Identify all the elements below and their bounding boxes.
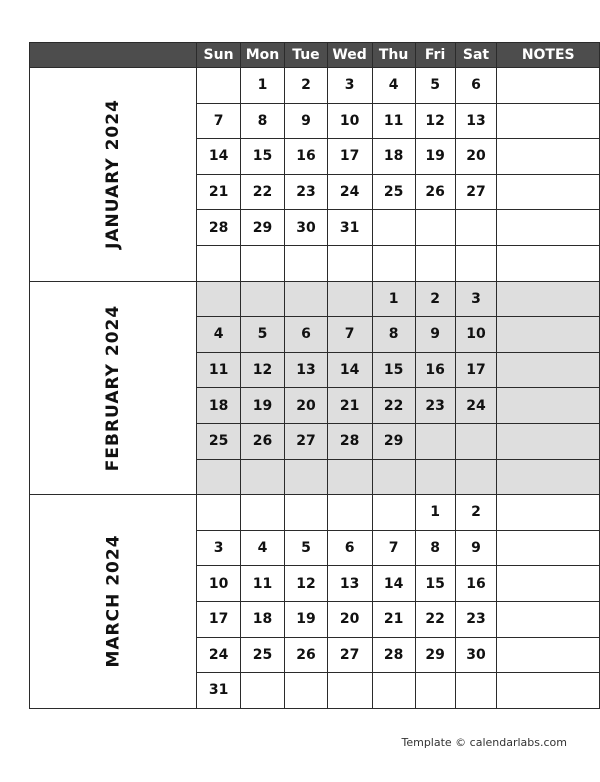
- day-cell: 27: [327, 637, 372, 673]
- day-cell: 19: [240, 388, 285, 424]
- notes-cell: [497, 673, 600, 709]
- day-cell: 9: [415, 317, 455, 353]
- day-cell: 14: [197, 139, 240, 175]
- day-cell: 26: [240, 423, 285, 459]
- day-cell: 4: [372, 68, 415, 104]
- day-cell: 29: [372, 423, 415, 459]
- day-cell: [285, 281, 327, 317]
- day-cell: 8: [240, 103, 285, 139]
- day-cell: 28: [197, 210, 240, 246]
- day-cell: 7: [372, 530, 415, 566]
- month-label-cell: [30, 68, 197, 282]
- day-cell: 29: [415, 637, 455, 673]
- day-cell: [327, 281, 372, 317]
- day-cell: 21: [372, 601, 415, 637]
- weekday-header-thu: Thu: [372, 43, 415, 68]
- day-cell: 21: [197, 174, 240, 210]
- day-cell: 2: [415, 281, 455, 317]
- day-cell: 9: [455, 530, 497, 566]
- weekday-header-tue: Tue: [285, 43, 327, 68]
- weekday-header-wed: Wed: [327, 43, 372, 68]
- notes-cell: [497, 459, 600, 495]
- day-cell: 5: [285, 530, 327, 566]
- day-cell: 4: [197, 317, 240, 353]
- day-cell: 28: [372, 637, 415, 673]
- day-cell: 15: [415, 566, 455, 602]
- day-cell: 12: [415, 103, 455, 139]
- notes-cell: [497, 601, 600, 637]
- notes-cell: [497, 317, 600, 353]
- weekday-header-row: [30, 43, 600, 68]
- notes-cell: [497, 637, 600, 673]
- day-cell: 3: [197, 530, 240, 566]
- day-cell: [455, 210, 497, 246]
- weekday-header-sun: Sun: [197, 43, 240, 68]
- day-cell: 13: [285, 352, 327, 388]
- day-cell: [197, 495, 240, 531]
- day-cell: 29: [240, 210, 285, 246]
- day-cell: 26: [285, 637, 327, 673]
- day-cell: 14: [372, 566, 415, 602]
- month-label: FEBRUARY 2024: [103, 304, 124, 472]
- day-cell: 3: [327, 68, 372, 104]
- day-cell: [415, 673, 455, 709]
- day-cell: 23: [455, 601, 497, 637]
- day-cell: [197, 281, 240, 317]
- day-cell: 27: [455, 174, 497, 210]
- day-cell: [197, 68, 240, 104]
- day-cell: [372, 245, 415, 281]
- day-cell: 6: [455, 68, 497, 104]
- day-cell: [415, 459, 455, 495]
- day-cell: [240, 459, 285, 495]
- header-corner: [30, 43, 197, 68]
- calendar-body: [30, 68, 600, 709]
- day-cell: 30: [455, 637, 497, 673]
- day-cell: 7: [197, 103, 240, 139]
- day-cell: [455, 245, 497, 281]
- notes-cell: [497, 423, 600, 459]
- notes-cell: [497, 388, 600, 424]
- notes-cell: [497, 174, 600, 210]
- notes-header: NOTES: [497, 43, 600, 68]
- notes-cell: [497, 210, 600, 246]
- day-cell: 6: [285, 317, 327, 353]
- day-cell: 16: [415, 352, 455, 388]
- day-cell: 22: [240, 174, 285, 210]
- day-cell: 24: [197, 637, 240, 673]
- day-cell: 5: [415, 68, 455, 104]
- day-cell: [327, 245, 372, 281]
- day-cell: [197, 245, 240, 281]
- notes-cell: [497, 352, 600, 388]
- day-cell: 30: [285, 210, 327, 246]
- day-cell: [240, 281, 285, 317]
- day-cell: 10: [197, 566, 240, 602]
- day-cell: 14: [327, 352, 372, 388]
- day-cell: 25: [240, 637, 285, 673]
- day-cell: 7: [327, 317, 372, 353]
- day-cell: 4: [240, 530, 285, 566]
- day-cell: 16: [285, 139, 327, 175]
- day-cell: [285, 245, 327, 281]
- day-cell: [197, 459, 240, 495]
- month-label-cell: [30, 281, 197, 495]
- day-cell: [372, 210, 415, 246]
- day-cell: 22: [372, 388, 415, 424]
- day-cell: 26: [415, 174, 455, 210]
- day-cell: 1: [372, 281, 415, 317]
- day-cell: [327, 459, 372, 495]
- day-cell: 23: [415, 388, 455, 424]
- day-cell: 16: [455, 566, 497, 602]
- day-cell: [285, 459, 327, 495]
- day-cell: [455, 423, 497, 459]
- day-cell: 8: [415, 530, 455, 566]
- day-cell: 9: [285, 103, 327, 139]
- day-cell: 31: [327, 210, 372, 246]
- day-cell: 22: [415, 601, 455, 637]
- day-cell: 13: [455, 103, 497, 139]
- notes-cell: [497, 103, 600, 139]
- day-cell: [327, 495, 372, 531]
- notes-cell: [497, 530, 600, 566]
- day-cell: 19: [415, 139, 455, 175]
- month-label: MARCH 2024: [103, 534, 124, 668]
- day-cell: 1: [240, 68, 285, 104]
- day-cell: 15: [372, 352, 415, 388]
- day-cell: 11: [240, 566, 285, 602]
- day-cell: 12: [285, 566, 327, 602]
- day-cell: 20: [455, 139, 497, 175]
- day-cell: 18: [372, 139, 415, 175]
- notes-cell: [497, 281, 600, 317]
- day-cell: 3: [455, 281, 497, 317]
- day-cell: [372, 459, 415, 495]
- day-cell: 10: [327, 103, 372, 139]
- day-cell: 17: [197, 601, 240, 637]
- month-label: JANUARY 2024: [103, 99, 124, 250]
- notes-cell: [497, 245, 600, 281]
- day-cell: 8: [372, 317, 415, 353]
- day-cell: [240, 673, 285, 709]
- day-cell: [240, 245, 285, 281]
- day-cell: 20: [285, 388, 327, 424]
- day-cell: 18: [240, 601, 285, 637]
- day-cell: [285, 673, 327, 709]
- day-cell: 18: [197, 388, 240, 424]
- week-row: [30, 68, 600, 104]
- day-cell: [372, 495, 415, 531]
- day-cell: [240, 495, 285, 531]
- weekday-header-fri: Fri: [415, 43, 455, 68]
- day-cell: 11: [372, 103, 415, 139]
- weekday-header-sat: Sat: [455, 43, 497, 68]
- day-cell: [455, 459, 497, 495]
- day-cell: 25: [197, 423, 240, 459]
- day-cell: 2: [455, 495, 497, 531]
- calendar-grid: [29, 42, 600, 709]
- day-cell: 2: [285, 68, 327, 104]
- month-label-cell: [30, 495, 197, 709]
- day-cell: 13: [327, 566, 372, 602]
- notes-cell: [497, 68, 600, 104]
- notes-cell: [497, 139, 600, 175]
- day-cell: [455, 673, 497, 709]
- day-cell: 21: [327, 388, 372, 424]
- day-cell: 6: [327, 530, 372, 566]
- day-cell: 23: [285, 174, 327, 210]
- day-cell: [415, 210, 455, 246]
- day-cell: 5: [240, 317, 285, 353]
- day-cell: 11: [197, 352, 240, 388]
- day-cell: 15: [240, 139, 285, 175]
- day-cell: [415, 423, 455, 459]
- day-cell: 19: [285, 601, 327, 637]
- day-cell: 10: [455, 317, 497, 353]
- notes-cell: [497, 495, 600, 531]
- day-cell: [372, 673, 415, 709]
- day-cell: 20: [327, 601, 372, 637]
- day-cell: [327, 673, 372, 709]
- day-cell: 27: [285, 423, 327, 459]
- day-cell: 17: [327, 139, 372, 175]
- day-cell: 28: [327, 423, 372, 459]
- weekday-header-mon: Mon: [240, 43, 285, 68]
- day-cell: 17: [455, 352, 497, 388]
- footer-credit: Template © calendarlabs.com: [401, 736, 567, 749]
- week-row: [30, 495, 600, 531]
- day-cell: 25: [372, 174, 415, 210]
- notes-cell: [497, 566, 600, 602]
- week-row: [30, 281, 600, 317]
- day-cell: 24: [327, 174, 372, 210]
- day-cell: 12: [240, 352, 285, 388]
- day-cell: 1: [415, 495, 455, 531]
- day-cell: [285, 495, 327, 531]
- day-cell: 24: [455, 388, 497, 424]
- day-cell: [415, 245, 455, 281]
- day-cell: 31: [197, 673, 240, 709]
